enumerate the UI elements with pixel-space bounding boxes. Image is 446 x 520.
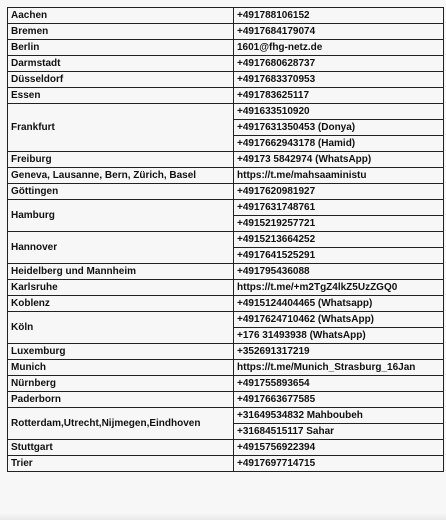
city-cell: Trier — [8, 456, 234, 472]
table-row — [8, 56, 444, 72]
city-cell: Essen — [8, 88, 234, 104]
table-row — [8, 312, 444, 328]
crop-edge — [0, 513, 446, 520]
contact-cell: +4917662943178 (Hamid) — [234, 136, 444, 152]
city-cell: Freiburg — [8, 152, 234, 168]
contact-cell: +4915213664252 — [234, 232, 444, 248]
table-row — [8, 264, 444, 280]
contact-cell: +4917680628737 — [234, 56, 444, 72]
table-row — [8, 360, 444, 376]
contact-cell: +4917697714715 — [234, 456, 444, 472]
table-row — [8, 40, 444, 56]
table-row — [8, 72, 444, 88]
contact-cell: +4917620981927 — [234, 184, 444, 200]
table-row — [8, 104, 444, 120]
contact-cell: +4917631350453 (Donya) — [234, 120, 444, 136]
city-cell: Köln — [8, 312, 234, 344]
city-cell: Aachen — [8, 8, 234, 24]
city-cell: Hannover — [8, 232, 234, 264]
table-row — [8, 168, 444, 184]
contact-cell: +491755893654 — [234, 376, 444, 392]
table-row — [8, 280, 444, 296]
city-cell: Koblenz — [8, 296, 234, 312]
contact-cell: +491795436088 — [234, 264, 444, 280]
city-cell: Berlin — [8, 40, 234, 56]
city-cell: Düsseldorf — [8, 72, 234, 88]
table-row — [8, 296, 444, 312]
table-row — [8, 456, 444, 472]
contact-cell: +176 31493938 (WhatsApp) — [234, 328, 444, 344]
city-cell: Frankfurt — [8, 104, 234, 152]
city-cell: Paderborn — [8, 392, 234, 408]
city-cell: Munich — [8, 360, 234, 376]
contact-cell: +4915756922394 — [234, 440, 444, 456]
contact-cell: +491788106152 — [234, 8, 444, 24]
table-row — [8, 408, 444, 424]
contact-table — [7, 7, 444, 472]
contact-cell: +4917684179074 — [234, 24, 444, 40]
contact-cell: +49173 5842974 (WhatsApp) — [234, 152, 444, 168]
contact-cell: +31649534832 Mahboubeh — [234, 408, 444, 424]
table-row — [8, 88, 444, 104]
table-row — [8, 392, 444, 408]
city-cell: Rotterdam,Utrecht,Nijmegen,Eindhoven — [8, 408, 234, 440]
contact-cell: https://t.me/mahsaaministu — [234, 168, 444, 184]
table-body — [8, 8, 444, 472]
city-cell: Bremen — [8, 24, 234, 40]
contact-cell: https://t.me/Munich_Strasburg_16Jan — [234, 360, 444, 376]
city-cell: Heidelberg und Mannheim — [8, 264, 234, 280]
table-row — [8, 8, 444, 24]
table-row — [8, 184, 444, 200]
city-cell: Göttingen — [8, 184, 234, 200]
contact-cell: 1601@fhg-netz.de — [234, 40, 444, 56]
table-row — [8, 232, 444, 248]
table-row — [8, 376, 444, 392]
city-cell: Geneva, Lausanne, Bern, Zürich, Basel — [8, 168, 234, 184]
table-row — [8, 440, 444, 456]
table-row — [8, 152, 444, 168]
table-row — [8, 24, 444, 40]
contact-cell: +31684515117 Sahar — [234, 424, 444, 440]
contact-cell: +491783625117 — [234, 88, 444, 104]
contact-cell: +352691317219 — [234, 344, 444, 360]
contact-cell: +4915124404465 (Whatsapp) — [234, 296, 444, 312]
contact-cell: +491633510920 — [234, 104, 444, 120]
city-cell: Stuttgart — [8, 440, 234, 456]
contact-cell: https://t.me/+m2TgZ4lkZ5UzZGQ0 — [234, 280, 444, 296]
contact-cell: +4915219257721 — [234, 216, 444, 232]
contact-cell: +4917663677585 — [234, 392, 444, 408]
table-row — [8, 200, 444, 216]
city-cell: Nürnberg — [8, 376, 234, 392]
city-cell: Darmstadt — [8, 56, 234, 72]
city-cell: Hamburg — [8, 200, 234, 232]
contact-cell: +4917624710462 (WhatsApp) — [234, 312, 444, 328]
city-cell: Luxemburg — [8, 344, 234, 360]
table-row — [8, 344, 444, 360]
contact-cell: +4917683370953 — [234, 72, 444, 88]
city-cell: Karlsruhe — [8, 280, 234, 296]
contact-cell: +4917631748761 — [234, 200, 444, 216]
contact-cell: +4917641525291 — [234, 248, 444, 264]
